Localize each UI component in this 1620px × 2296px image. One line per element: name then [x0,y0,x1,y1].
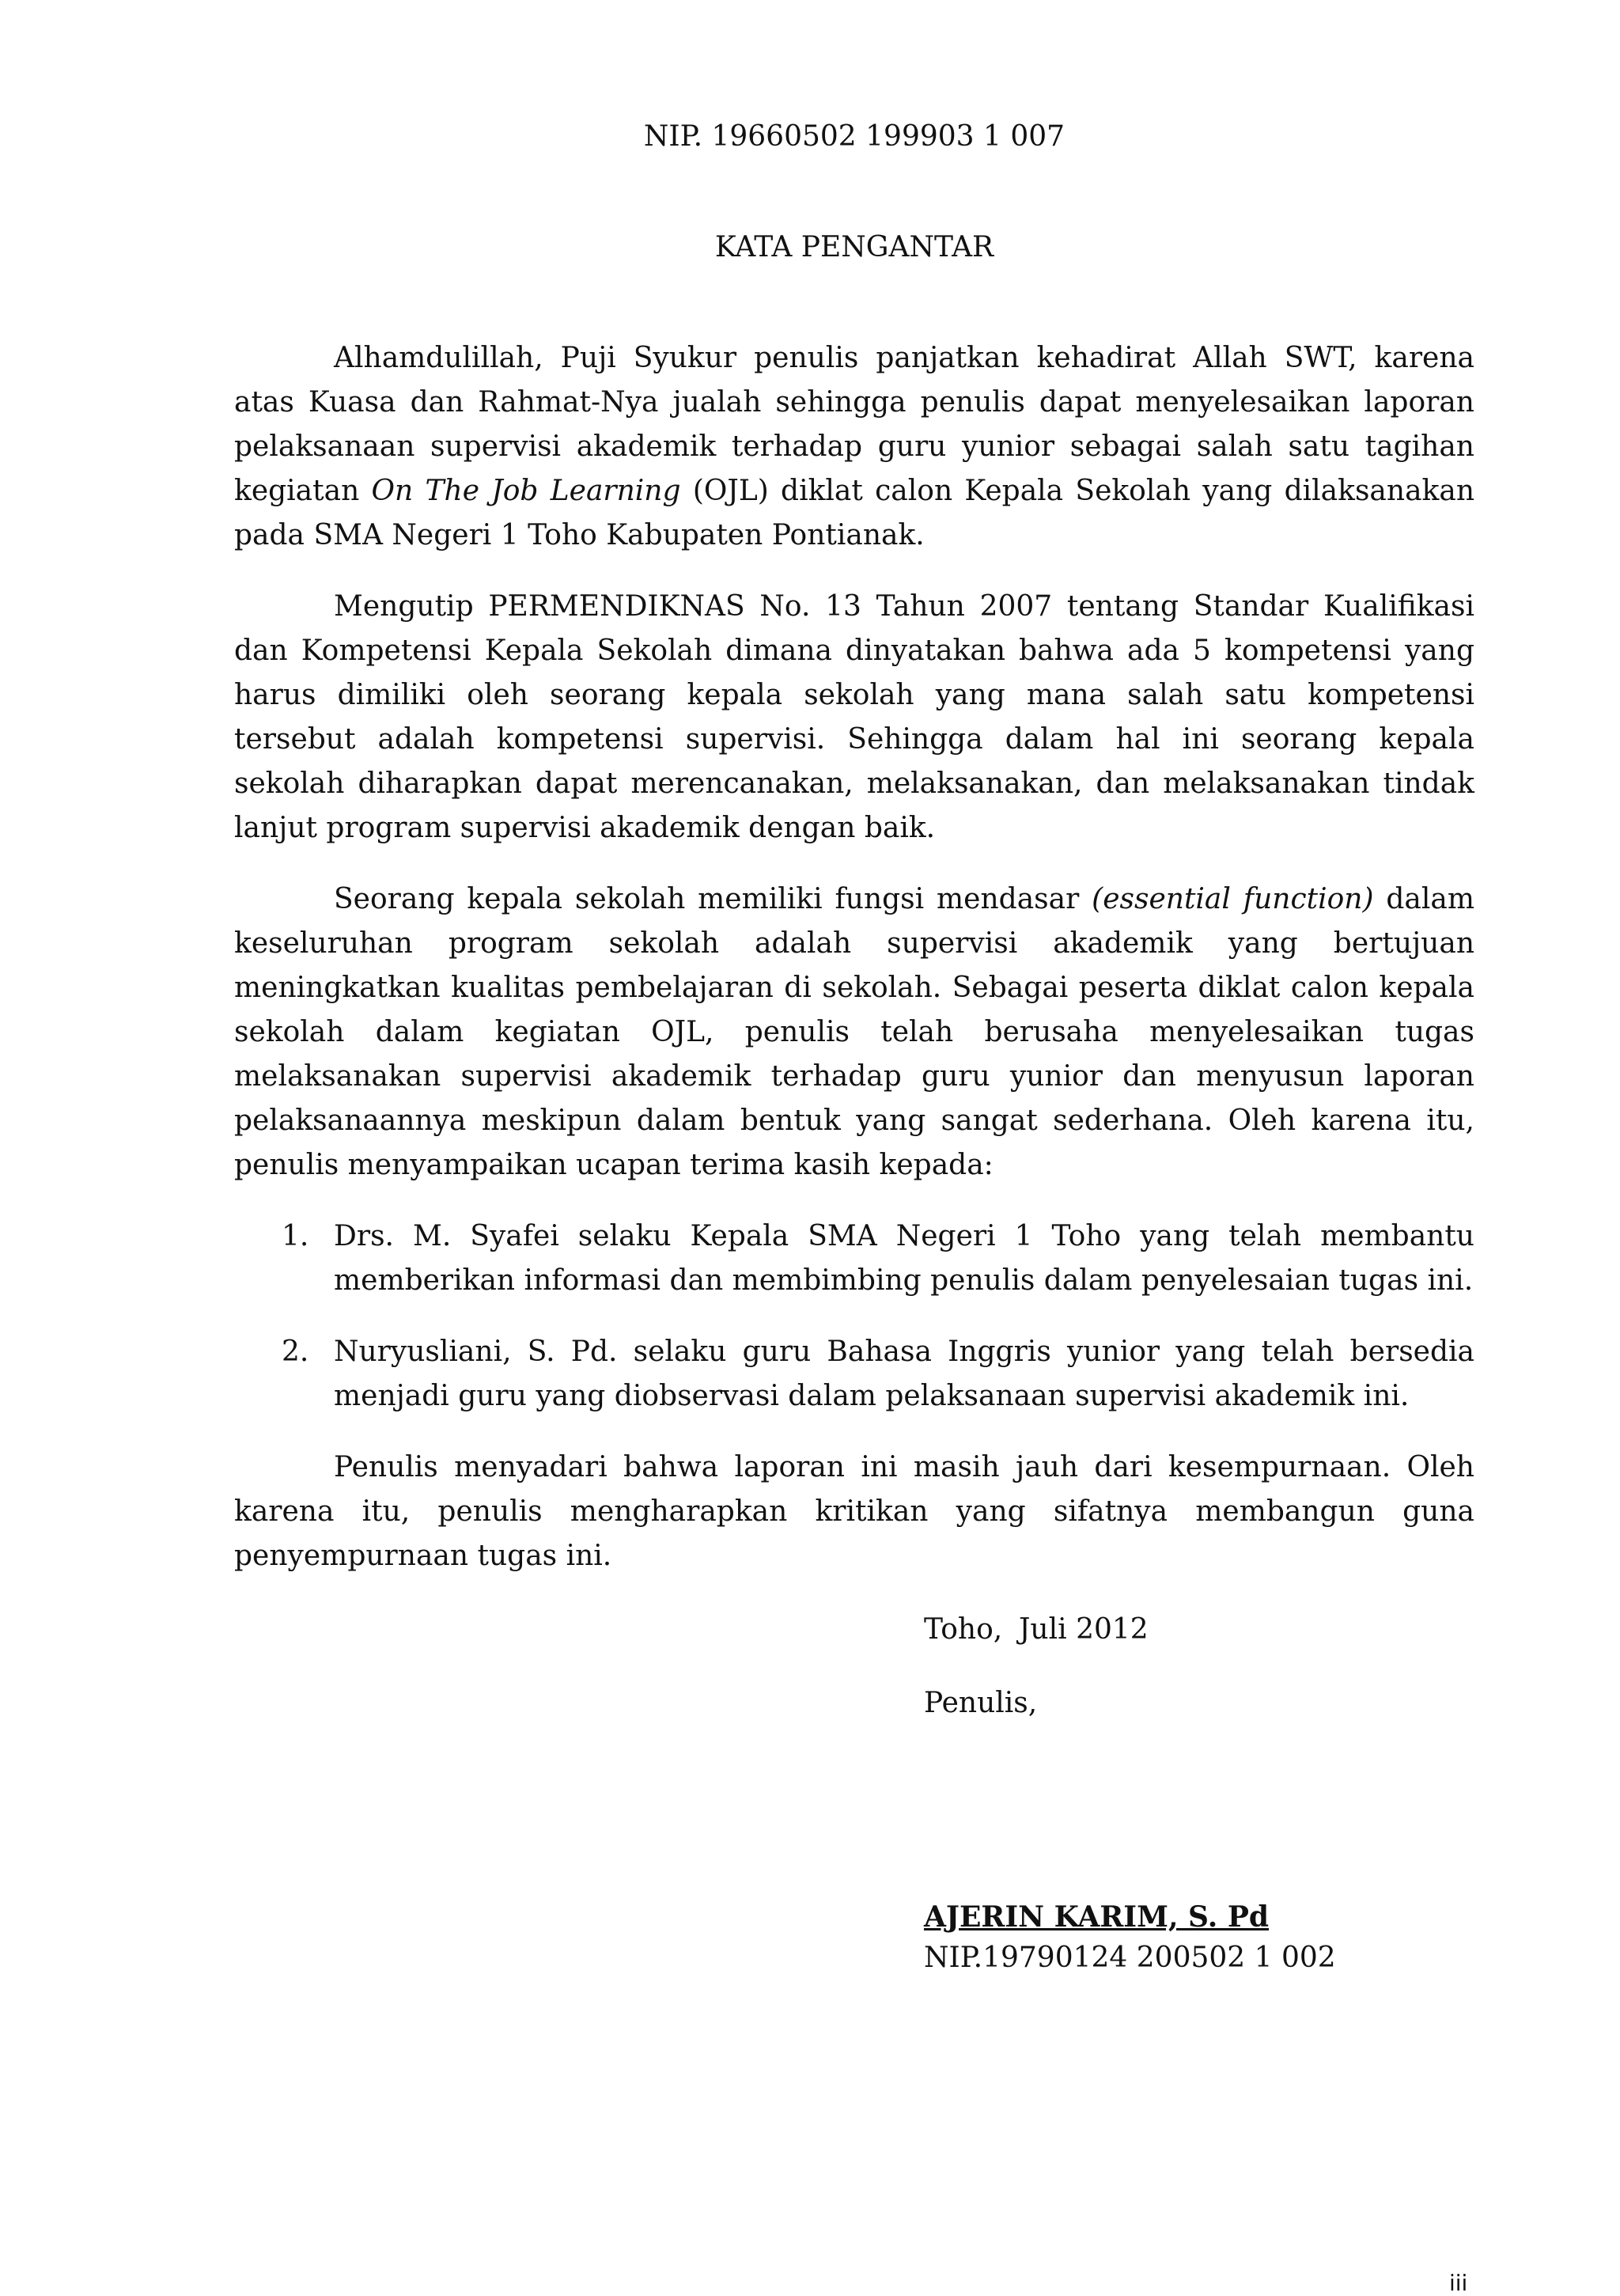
paragraph-3-text-end: dalam keseluruhan program sekolah adalah supervisi akademik yang bertujuan meningkatkan kualitas pembelajaran di sekolah. Sebagai peserta diklat calon kepala sekolah dalam kegiatan OJL, penulis telah berusaha menyelesaikan tugas melaksanakan supervisi akademik terhadap guru yunior dan menyusun laporan pelaksanaannya meskipun dalam bentuk yang sangat sederhana. Oleh karena itu, penulis menyampaikan ucapan terima kasih kepada: [234,883,1474,1181]
list-number: 1. [282,1220,309,1252]
acknowledgement-list [234,1214,1474,1419]
list-number: 2. [282,1336,309,1368]
page-title: KATA PENGANTAR [714,231,994,263]
paragraph-1-text-start: Alhamdulillah, Puji Syukur penulis panjatkan kehadirat Allah SWT, karena atas Kuasa dan Rahmat-Nya jualah sehingga penulis dapat menyelesaikan laporan pelaksanaan supervisi akademik terhadap guru yunior sebagai salah satu tagihan kegiatan [234,342,1474,507]
list-item [234,1330,1474,1419]
date: Juli 2012 [1019,1613,1149,1646]
signer-label: Penulis, [924,1687,1038,1719]
paragraph-2: Mengutip PERMENDIKNAS No. 13 Tahun 2007 tentang Standar Kualifikasi dan Kompetensi Kepala Sekolah dimana dinyatakan bahwa ada 5 kompetensi yang harus dimiliki oleh seorang kepala sekolah yang mana salah satu kompetensi tersebut adalah kompetensi supervisi. Sehingga dalam hal ini seorang kepala sekolah diharapkan dapat merencanakan, melaksanakan, dan melaksanakan tindak lanjut program supervisi akademik dengan baik. [234,590,1474,844]
paragraph-1 [234,336,1474,558]
paragraph-4: Penulis menyadari bahwa laporan ini masih jauh dari kesempurnaan. Oleh karena itu, penulis mengharapkan kritikan yang sifatnya membangun guna penyempurnaan tugas ini. [234,1451,1474,1572]
paragraph-3-text-start: Seorang kepala sekolah memiliki fungsi mendasar [334,883,1092,915]
page-number: iii [1449,2270,1468,2296]
paragraph-1-text-end: (OJL) diklat calon Kepala Sekolah yang dilaksanakan pada SMA Negeri 1 Toho Kabupaten Pontianak. [234,475,1475,551]
document-body [234,336,1474,1605]
place-date [924,1608,1149,1652]
paragraph-3 [234,877,1474,1188]
list-item [234,1214,1474,1303]
italic-term: (essential function) [1092,883,1374,915]
list-item-text: Drs. M. Syafei selaku Kepala SMA Negeri 1 Toho yang telah membantu memberikan informasi dan membimbing penulis dalam penyelesaian tugas ini. [334,1220,1474,1297]
signer-nip: NIP.19790124 200502 1 002 [924,1942,1336,1974]
place: Toho, [924,1613,1003,1646]
signer-name: AJERIN KARIM, S. Pd [924,1900,1270,1934]
italic-term: On The Job Learning [371,475,681,507]
list-item-text: Nuryusliani, S. Pd. selaku guru Bahasa Inggris yunior yang telah bersedia menjadi guru yang diobservasi dalam pelaksanaan supervisi akademik ini. [334,1336,1474,1412]
header-nip: NIP. 19660502 199903 1 007 [643,120,1065,153]
